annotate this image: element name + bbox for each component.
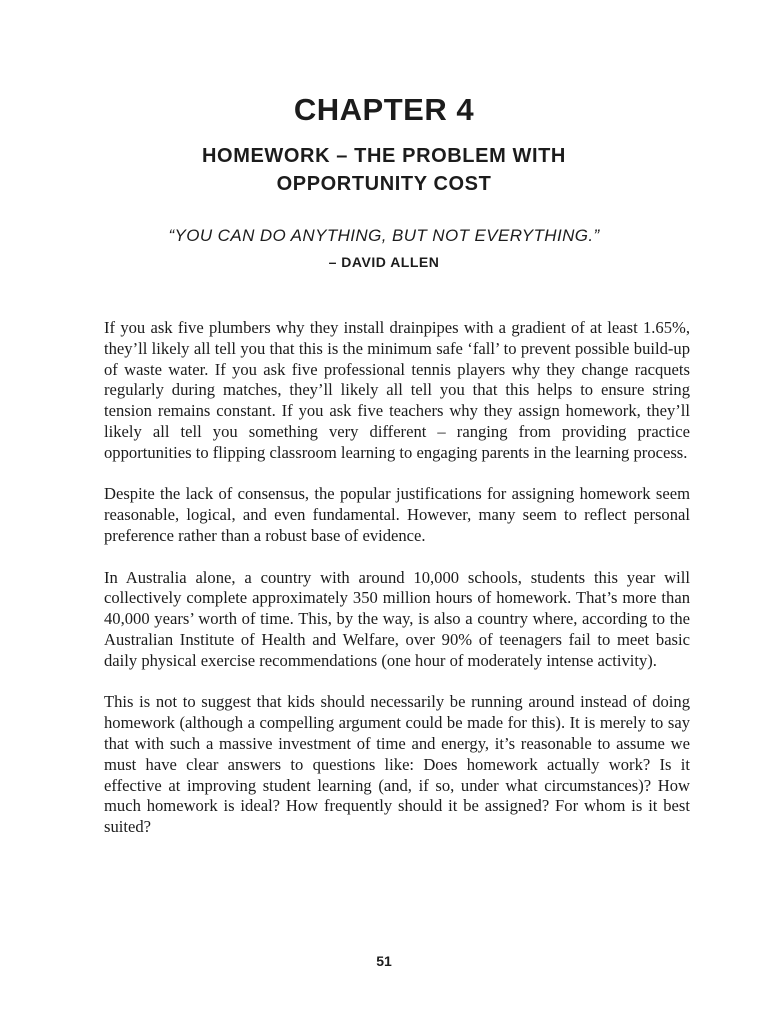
chapter-subtitle-line-2: OPPORTUNITY COST: [276, 173, 492, 195]
body-text: [104, 318, 690, 859]
epigraph-author: – DAVID ALLEN: [328, 254, 440, 270]
paragraph: If you ask five plumbers why they install drainpipes with a gradient of at least 1.65%, they’ll likely all tell you that this is the minimum safe ‘fall’ to prevent possible build-up of waste water. If you ask five professional tennis players why they change racquets regularly during matches, they’ll likely all tell you that this helps to ensure string tension remains constant. If you ask five teachers why they assign homework, they’ll likely all tell you something very different – ranging from providing practice opportunities to flipping classroom learning to engaging parents in the learning process.: [104, 318, 690, 462]
epigraph-quote: “YOU CAN DO ANYTHING, BUT NOT EVERYTHING.”: [168, 226, 600, 245]
paragraph: In Australia alone, a country with around 10,000 schools, students this year will collectively complete approximately 350 million hours of homework. That’s more than 40,000 years’ worth of time. This, by the way, is also a country where, according to the Australian Institute of Health and Welfare, over 90% of teenagers fail to meet basic daily physical exercise recommendations (one hour of moderately intense activity).: [104, 567, 690, 670]
chapter-subtitle: [0, 142, 768, 198]
chapter-title: CHAPTER 4: [293, 92, 475, 127]
paragraph: Despite the lack of consensus, the popular justifications for assigning homework seem reasonable, logical, and even fundamental. However, many seem to reflect personal preference rather than a robust base of evidence.: [104, 484, 690, 545]
paragraph: This is not to suggest that kids should necessarily be running around instead of doing homework (although a compelling argument could be made for this). It is merely to say that with such a massive investment of time and energy, it’s reasonable to assume we must have clear answers to questions like: Does homework actually work? Is it effective at improving student learning (and, if so, under what circumstances)? How much homework is ideal? How frequently should it be assigned? For whom is it best suited?: [104, 692, 690, 837]
chapter-subtitle-line-1: HOMEWORK – THE PROBLEM WITH: [202, 145, 566, 167]
page-number: 51: [376, 953, 392, 969]
